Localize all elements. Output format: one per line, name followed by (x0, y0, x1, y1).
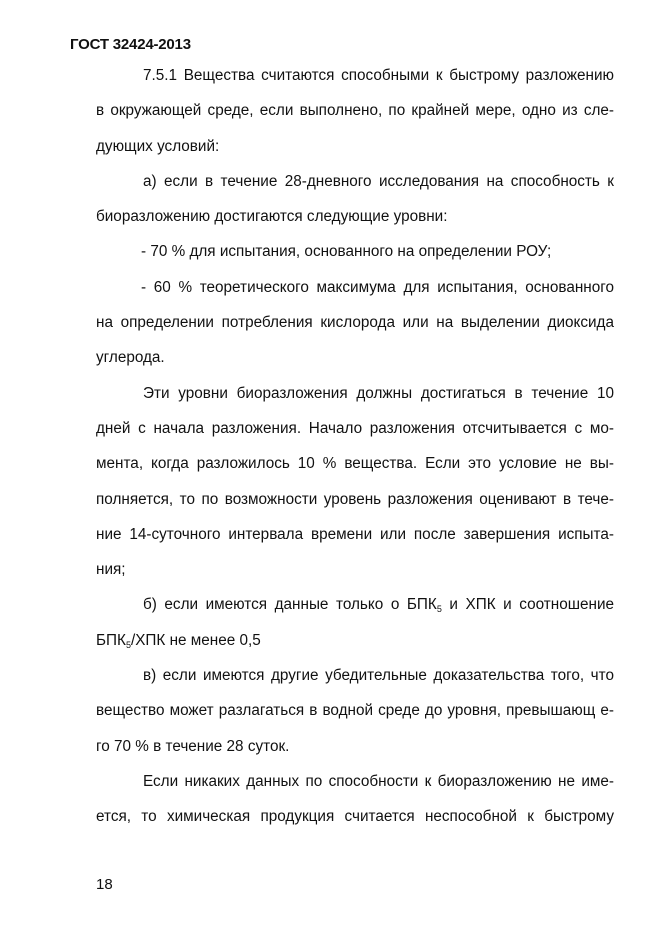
paragraph-line: ния; (96, 561, 126, 579)
list-item: - 70 % для испытания, основанного на определении РОУ; (141, 243, 552, 261)
paragraph-line: углерода. (96, 349, 165, 367)
paragraph-line: Если никаких данных по способности к биоразложению не име- (143, 772, 614, 790)
paragraph-line (96, 623, 614, 658)
paragraph-line: дней с начала разложения. Начало разложения отсчитывается с мо- (96, 419, 614, 437)
page-number: 18 (96, 876, 113, 893)
paragraph-line: в) если имеются другие убедительные доказательства того, что (143, 667, 614, 685)
paragraph-line: ется, то химическая продукция считается неспособной к быстрому (96, 808, 614, 826)
paragraph-line: на определении потребления кислорода или на выделении диоксида (96, 314, 614, 332)
document-body (96, 58, 614, 835)
text-run: б) если имеются данные только о БПК (143, 596, 437, 614)
paragraph-line: мента, когда разложилось 10 % вещества. Если это условие не вы- (96, 455, 614, 473)
paragraph-line: го 70 % в течение 28 суток. (96, 737, 290, 755)
subscript: 5 (125, 639, 131, 650)
paragraph-line: 7.5.1 Вещества считаются способными к быстрому разложению (143, 67, 614, 84)
document-header: ГОСТ 32424-2013 (70, 36, 191, 53)
paragraph-line: Эти уровни биоразложения должны достигаться в течение 10 (143, 384, 614, 402)
text-run: и ХПК и соотношение (441, 596, 614, 614)
paragraph-line: вещество может разлагаться в водной среде до уровня, превышающ е- (96, 702, 614, 720)
paragraph-line: в окружающей среде, если выполнено, по крайней мере, одно из сле- (96, 102, 614, 120)
subscript: 5 (436, 604, 442, 615)
paragraph-line: дующих условий: (96, 137, 220, 155)
paragraph-line: ние 14-суточного интервала времени или после завершения испыта- (96, 525, 614, 543)
paragraph-line: а) если в течение 28-дневного исследования на способность к (143, 172, 614, 190)
paragraph-line (96, 587, 614, 622)
text-run: БПК (96, 631, 126, 649)
list-item: - 60 % теоретического максимума для испытания, основанного (141, 278, 614, 296)
paragraph-line: биоразложению достигаются следующие уровни: (96, 208, 448, 226)
paragraph-line: полняется, то по возможности уровень разложения оценивают в тече- (96, 490, 614, 508)
text-run: /ХПК не менее 0,5 (130, 631, 261, 649)
